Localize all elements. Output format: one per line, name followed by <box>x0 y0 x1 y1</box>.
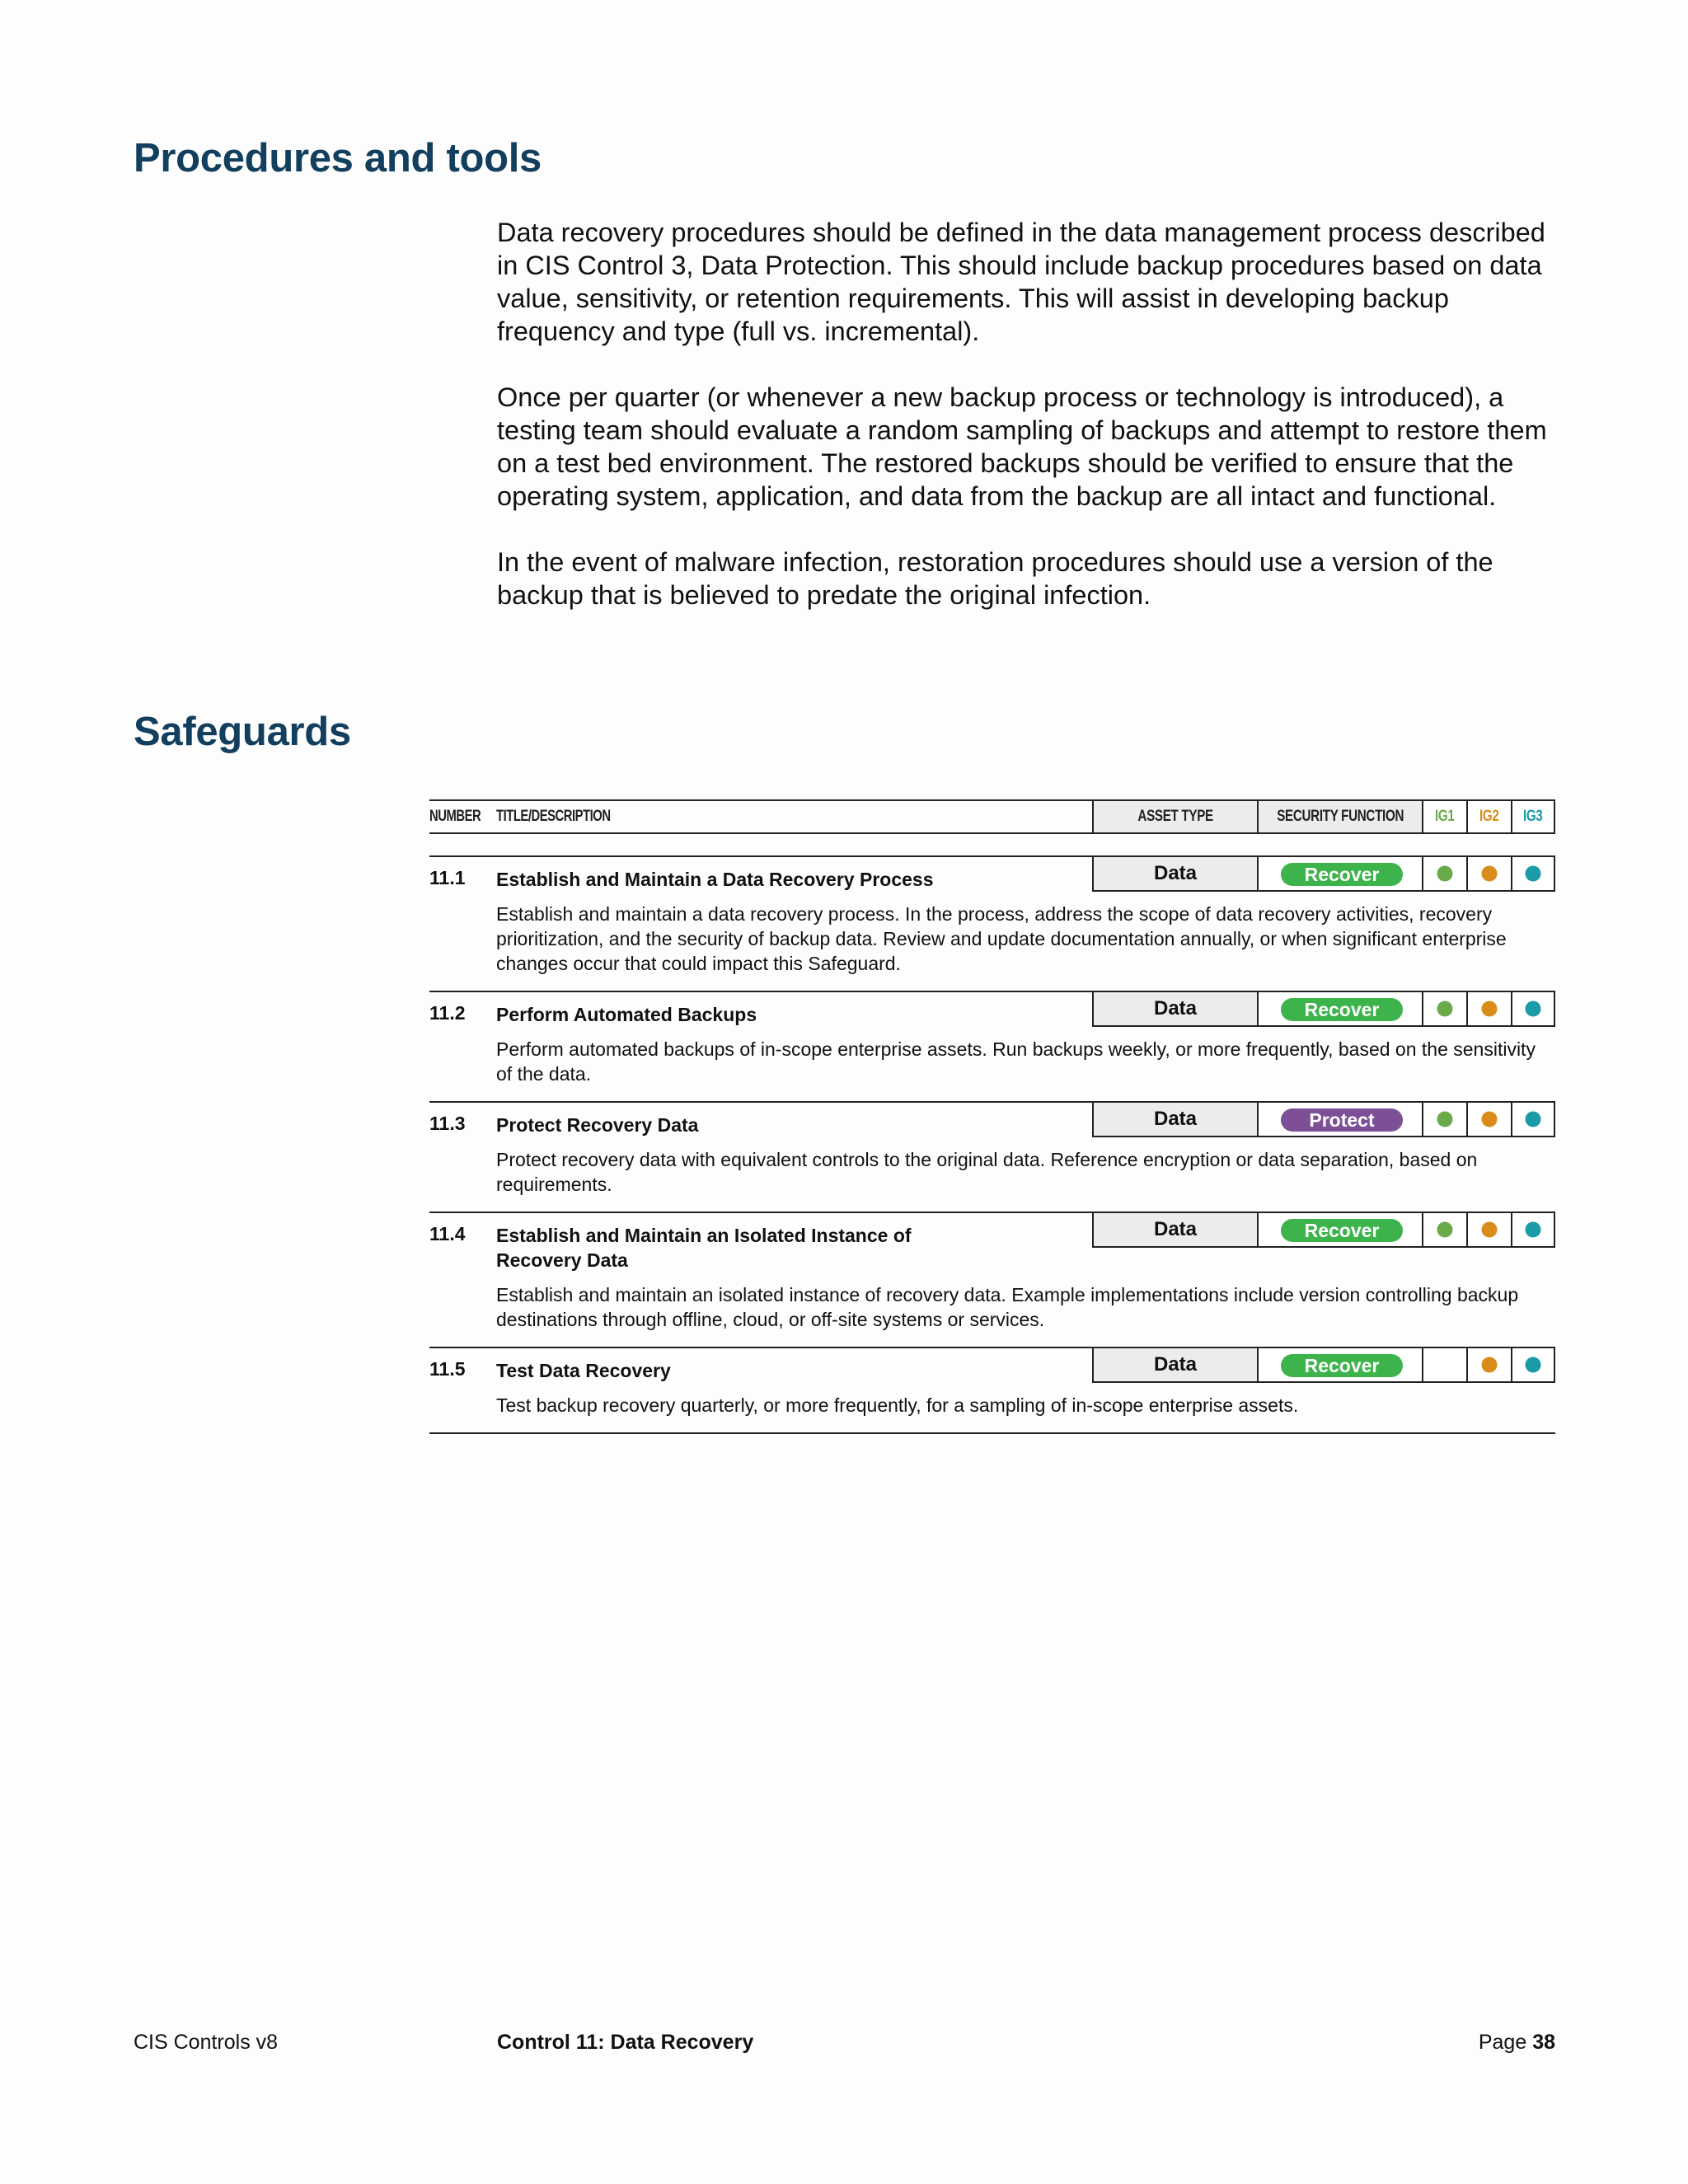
safeguard-number: 11.4 <box>429 1223 466 1244</box>
ig1-dot-icon <box>1437 1112 1453 1127</box>
security-function-cell <box>1257 1101 1423 1137</box>
safeguard-title: Protect Recovery Data <box>496 1114 699 1136</box>
ig3-cell <box>1511 855 1555 892</box>
asset-type-cell: Data <box>1092 991 1259 1027</box>
ig3-dot-icon <box>1526 1001 1541 1017</box>
footer-control-title: Control 11: Data Recovery <box>497 2031 754 2054</box>
ig1-cell <box>1422 1347 1468 1383</box>
safeguard-row <box>429 855 1555 991</box>
ig2-cell <box>1466 1101 1512 1137</box>
safeguard-row-head <box>429 857 1555 895</box>
security-function-badge: Recover <box>1281 863 1403 886</box>
safeguard-row-head <box>429 992 1555 1030</box>
safeguard-title: Test Data Recovery <box>496 1360 671 1381</box>
ig1-cell <box>1422 1101 1468 1137</box>
ig1-dot-icon <box>1437 1001 1453 1017</box>
safeguard-row <box>429 1101 1555 1212</box>
safeguard-description: Establish and maintain an isolated instance of recovery data. Example implementations include version controlling backup destinations through offline, cloud, or off-site systems or services. <box>496 1284 1519 1330</box>
ig1-cell <box>1422 991 1468 1027</box>
header-asset-type: ASSET TYPE <box>1092 799 1259 834</box>
table-header <box>429 799 1555 834</box>
header-title: TITLE/DESCRIPTION <box>496 808 611 825</box>
ig3-cell <box>1511 991 1555 1027</box>
ig3-dot-icon <box>1526 866 1541 882</box>
header-ig1: IG1 <box>1422 799 1468 834</box>
page-number: 38 <box>1532 2031 1555 2054</box>
safeguard-row-head <box>429 1103 1555 1141</box>
safeguard-row <box>429 991 1555 1101</box>
safeguard-row-head <box>429 1348 1555 1386</box>
safeguard-description: Perform automated backups of in-scope enterprise assets. Run backups weekly, or more frequently, based on the sensitivity of the data. <box>496 1038 1536 1085</box>
header-number: NUMBER <box>429 808 481 825</box>
asset-type-cell: Data <box>1092 855 1259 892</box>
safeguard-row-head <box>429 1213 1555 1276</box>
ig2-dot-icon <box>1482 1357 1498 1373</box>
security-function-cell <box>1257 1212 1423 1248</box>
safeguard-number: 11.2 <box>429 1002 466 1024</box>
safeguard-number: 11.1 <box>429 867 466 888</box>
safeguard-title: Establish and Maintain an Isolated Instance of Recovery Data <box>496 1225 912 1271</box>
security-function-badge: Recover <box>1281 1219 1403 1242</box>
paragraph: In the event of malware infection, restoration procedures should use a version of the backup that is believed to predate the original infection. <box>497 547 1493 610</box>
page-label: Page <box>1478 2031 1527 2054</box>
security-function-badge: Recover <box>1281 998 1403 1021</box>
safeguard-number: 11.3 <box>429 1113 466 1134</box>
asset-type-cell: Data <box>1092 1101 1259 1137</box>
ig2-dot-icon <box>1482 1001 1498 1017</box>
ig2-cell <box>1466 991 1512 1027</box>
header-ig2: IG2 <box>1466 799 1512 834</box>
safeguard-description: Protect recovery data with equivalent controls to the original data. Reference encryption or data separation, based on requirements. <box>496 1149 1478 1195</box>
safeguard-description: Test backup recovery quarterly, or more frequently, for a sampling of in-scope enterprise assets. <box>496 1394 1299 1416</box>
ig2-cell <box>1466 1212 1512 1248</box>
safeguard-row <box>429 1212 1555 1347</box>
security-function-cell <box>1257 855 1423 892</box>
safeguard-title: Establish and Maintain a Data Recovery Process <box>496 869 934 890</box>
ig1-dot-icon <box>1437 1222 1453 1238</box>
ig3-cell <box>1511 1212 1555 1248</box>
table-bottom-rule <box>429 1432 1555 1434</box>
security-function-cell <box>1257 991 1423 1027</box>
safeguards-heading: Safeguards <box>134 710 351 754</box>
footer-doc-title: CIS Controls v8 <box>134 2031 279 2054</box>
asset-type-cell: Data <box>1092 1347 1259 1383</box>
ig3-cell <box>1511 1347 1555 1383</box>
safeguard-number: 11.5 <box>429 1358 466 1380</box>
safeguards-table <box>429 799 1555 1434</box>
security-function-badge: Protect <box>1281 1108 1403 1132</box>
safeguard-description: Establish and maintain a data recovery process. In the process, address the scope of data recovery activities, recovery prioritization, and the security of backup data. Review and update documentation annually, or when significant enterprise changes occur that could impact this Safeguard. <box>496 903 1507 974</box>
ig2-cell <box>1466 855 1512 892</box>
procedures-body <box>497 216 1560 644</box>
ig1-dot-icon <box>1437 866 1453 882</box>
ig1-cell <box>1422 855 1468 892</box>
ig3-dot-icon <box>1526 1357 1541 1373</box>
safeguard-rows <box>429 855 1555 1432</box>
ig2-dot-icon <box>1482 1222 1498 1238</box>
paragraph: Data recovery procedures should be defined in the data management process described in CIS Control 3, Data Protection. This should include backup procedures based on data value, sensitivity, or retention requirements. This will assist in developing backup frequency and type (full vs. incremental). <box>497 218 1545 346</box>
security-function-badge: Recover <box>1281 1354 1403 1377</box>
ig1-cell <box>1422 1212 1468 1248</box>
ig2-dot-icon <box>1482 866 1498 882</box>
asset-type-cell: Data <box>1092 1212 1259 1248</box>
header-security-function: SECURITY FUNCTION <box>1257 799 1423 834</box>
footer-page <box>1479 2031 1555 2055</box>
ig2-cell <box>1466 1347 1512 1383</box>
paragraph: Once per quarter (or whenever a new backup process or technology is introduced), a testing team should evaluate a random sampling of backups and attempt to restore them on a test bed environment. The restored backups should be verified to ensure that the operating system, application, and data from the backup are all intact and functional. <box>497 382 1547 511</box>
procedures-heading: Procedures and tools <box>134 136 542 180</box>
safeguard-title: Perform Automated Backups <box>496 1004 757 1025</box>
ig3-dot-icon <box>1526 1222 1541 1238</box>
ig3-dot-icon <box>1526 1112 1541 1127</box>
header-ig3: IG3 <box>1511 799 1555 834</box>
safeguard-row <box>429 1347 1555 1432</box>
ig3-cell <box>1511 1101 1555 1137</box>
ig2-dot-icon <box>1482 1112 1498 1127</box>
security-function-cell <box>1257 1347 1423 1383</box>
